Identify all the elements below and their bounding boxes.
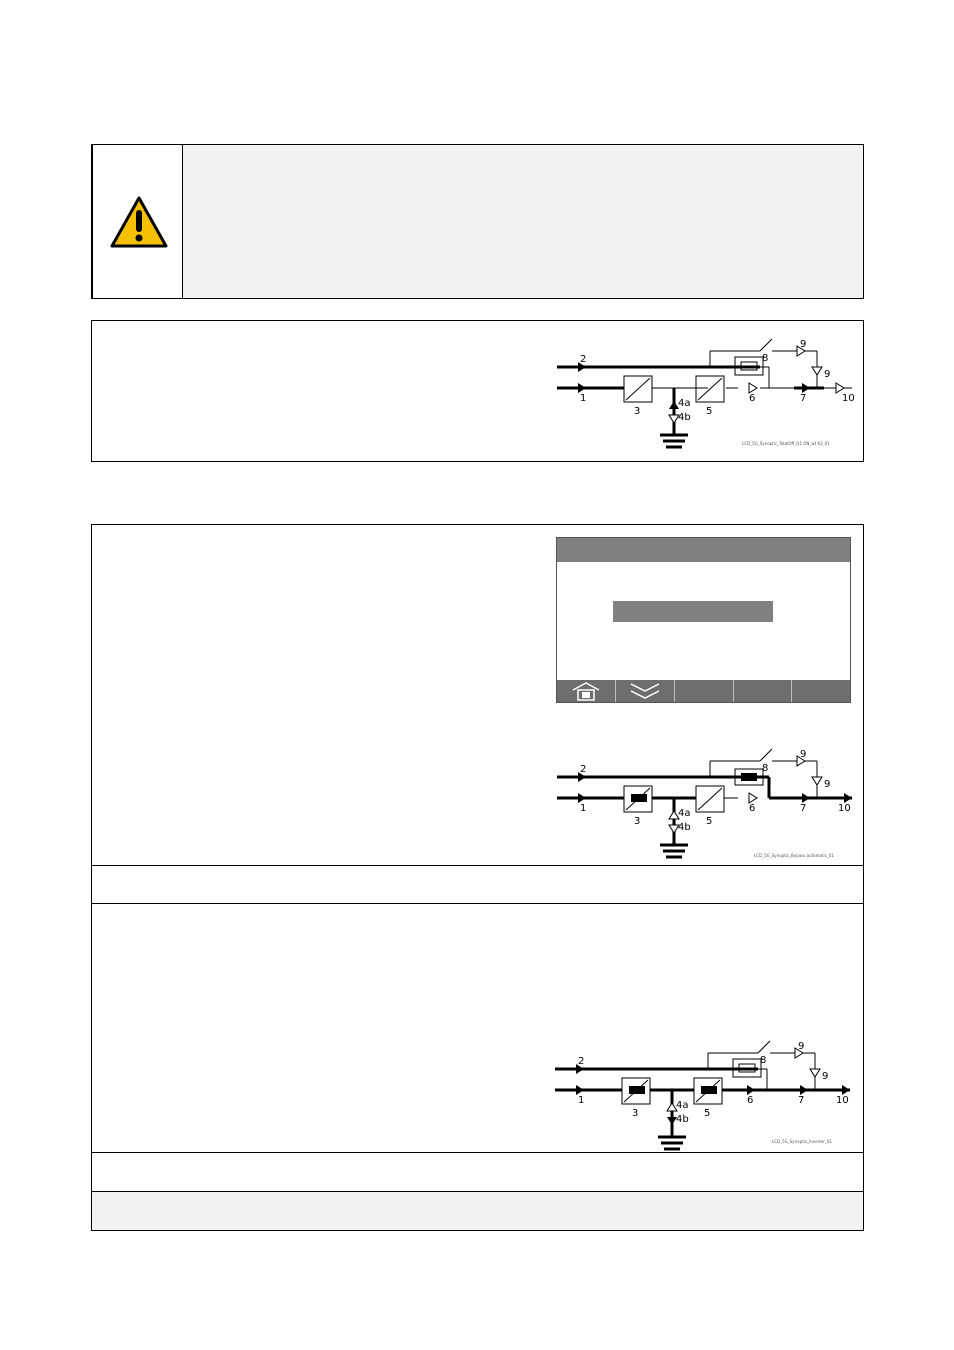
svg-text:10: 10 — [836, 1095, 849, 1106]
svg-text:6: 6 — [749, 393, 756, 404]
svg-text:3: 3 — [632, 1108, 639, 1119]
lcd-title-bar — [557, 538, 850, 562]
row-divider — [92, 903, 863, 904]
svg-text:5: 5 — [706, 406, 713, 417]
svg-text:9: 9 — [800, 749, 807, 760]
lcd-key-4[interactable] — [733, 680, 792, 702]
svg-text:10: 10 — [838, 803, 851, 814]
lcd-key-scroll-down[interactable] — [615, 680, 674, 702]
svg-text:9: 9 — [798, 1041, 805, 1052]
svg-text:8: 8 — [762, 763, 769, 774]
svg-text:4a: 4a — [678, 398, 691, 409]
diagram-caption: LCD_5G_Synoptic_Inverter_01 — [772, 1139, 833, 1144]
svg-text:5: 5 — [704, 1108, 711, 1119]
svg-text:3: 3 — [634, 406, 641, 417]
svg-text:7: 7 — [800, 803, 807, 814]
svg-text:2: 2 — [580, 354, 587, 365]
scroll-down-icon — [616, 680, 674, 702]
svg-text:1: 1 — [578, 1095, 585, 1106]
lcd-screen — [556, 537, 851, 703]
section-bypass-inverter — [91, 524, 864, 1231]
home-icon — [557, 680, 615, 702]
warning-icon-cell — [93, 145, 183, 298]
svg-text:6: 6 — [749, 803, 756, 814]
svg-text:7: 7 — [800, 393, 807, 404]
svg-text:4b: 4b — [678, 412, 691, 423]
svg-text:9: 9 — [824, 779, 831, 790]
svg-text:8: 8 — [762, 353, 769, 364]
lcd-key-home[interactable] — [557, 680, 615, 702]
svg-text:9: 9 — [824, 369, 831, 380]
svg-text:7: 7 — [798, 1095, 805, 1106]
svg-text:9: 9 — [800, 339, 807, 350]
section-total-off — [91, 320, 864, 462]
svg-text:4b: 4b — [676, 1114, 689, 1125]
svg-text:9: 9 — [822, 1071, 829, 1082]
row-divider — [92, 865, 863, 866]
diagram-caption: LCD_5G_Synoptic_TotalOff_Q1 ON_wt K3_01 — [742, 441, 830, 446]
diagram-caption: LCD_5G_Synoptic_Bypass automatic_01 — [754, 853, 834, 858]
synoptic-diagram-inverter — [552, 1039, 864, 1151]
lcd-key-3[interactable] — [674, 680, 733, 702]
warning-box — [91, 144, 864, 299]
svg-text:4a: 4a — [678, 808, 691, 819]
svg-text:4b: 4b — [678, 822, 691, 833]
svg-text:4a: 4a — [676, 1100, 689, 1111]
synoptic-diagram-bypass — [554, 747, 864, 862]
svg-text:3: 3 — [634, 816, 641, 827]
svg-text:6: 6 — [747, 1095, 754, 1106]
svg-text:8: 8 — [760, 1055, 767, 1066]
footer-grey-row — [92, 1192, 863, 1230]
svg-text:10: 10 — [842, 393, 855, 404]
warning-triangle-icon — [109, 195, 169, 249]
row-divider — [92, 1152, 863, 1153]
svg-text:2: 2 — [580, 764, 587, 775]
lcd-key-5[interactable] — [791, 680, 850, 702]
svg-text:1: 1 — [580, 803, 587, 814]
svg-text:5: 5 — [706, 816, 713, 827]
lcd-selected-item[interactable] — [613, 601, 773, 622]
svg-text:2: 2 — [578, 1056, 585, 1067]
lcd-softkey-bar — [557, 680, 850, 702]
synoptic-diagram-total-off — [554, 337, 864, 462]
svg-text:1: 1 — [580, 393, 587, 404]
